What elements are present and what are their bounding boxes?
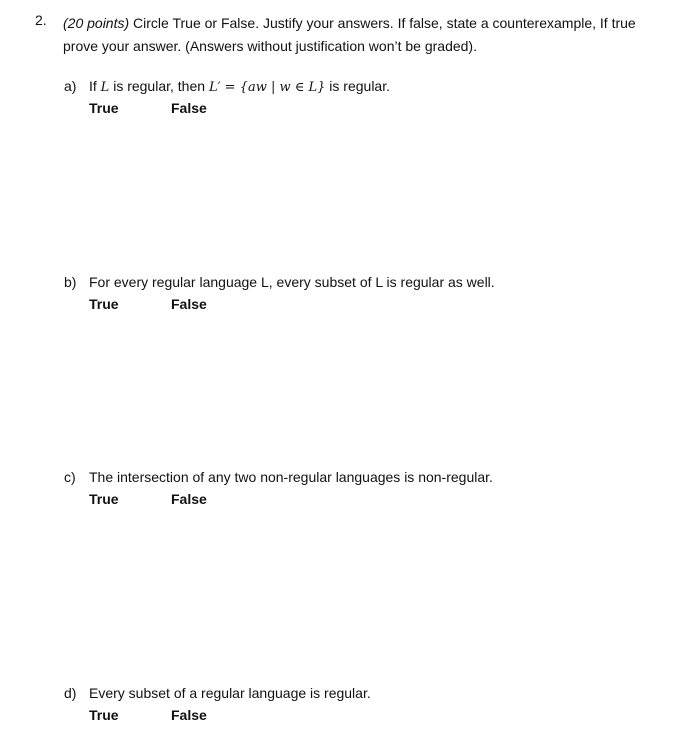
part-d-false-option[interactable]: False [171,707,207,723]
part-a-text-mid: is regular, then [109,78,209,94]
question-points: (20 points) [63,15,130,31]
part-d-statement: Every subset of a regular language is regular. [89,685,371,701]
part-a-statement [89,78,390,95]
part-b-statement: For every regular language L, every subset of L is regular as well. [89,274,495,290]
part-a-math-l: L [100,80,110,95]
part-a-text-after: is regular. [325,78,390,94]
part-a-false-option[interactable]: False [171,100,207,116]
part-c-letter: c) [64,469,76,485]
part-b-letter: b) [64,274,77,290]
part-d-true-option[interactable]: True [89,707,119,723]
part-c-false-option[interactable]: False [171,491,207,507]
part-a-true-option[interactable]: True [89,100,119,116]
part-d-letter: d) [64,685,77,701]
part-a-letter: a) [64,78,77,94]
part-c-statement: The intersection of any two non-regular languages is non-regular. [89,469,493,485]
part-c-true-option[interactable]: True [89,491,119,507]
part-a-text-before: If [89,78,101,94]
part-a-math-expr: L′ = {aw | w ∈ L} [208,80,326,95]
part-b-true-option[interactable]: True [89,296,119,312]
question-text [63,12,648,58]
question-instruction: Circle True or False. Justify your answers. If false, state a counterexample, If true prove your answer. (Answers without justification won’t be graded). [63,15,636,54]
part-b-false-option[interactable]: False [171,296,207,312]
question-number: 2. [35,12,47,28]
